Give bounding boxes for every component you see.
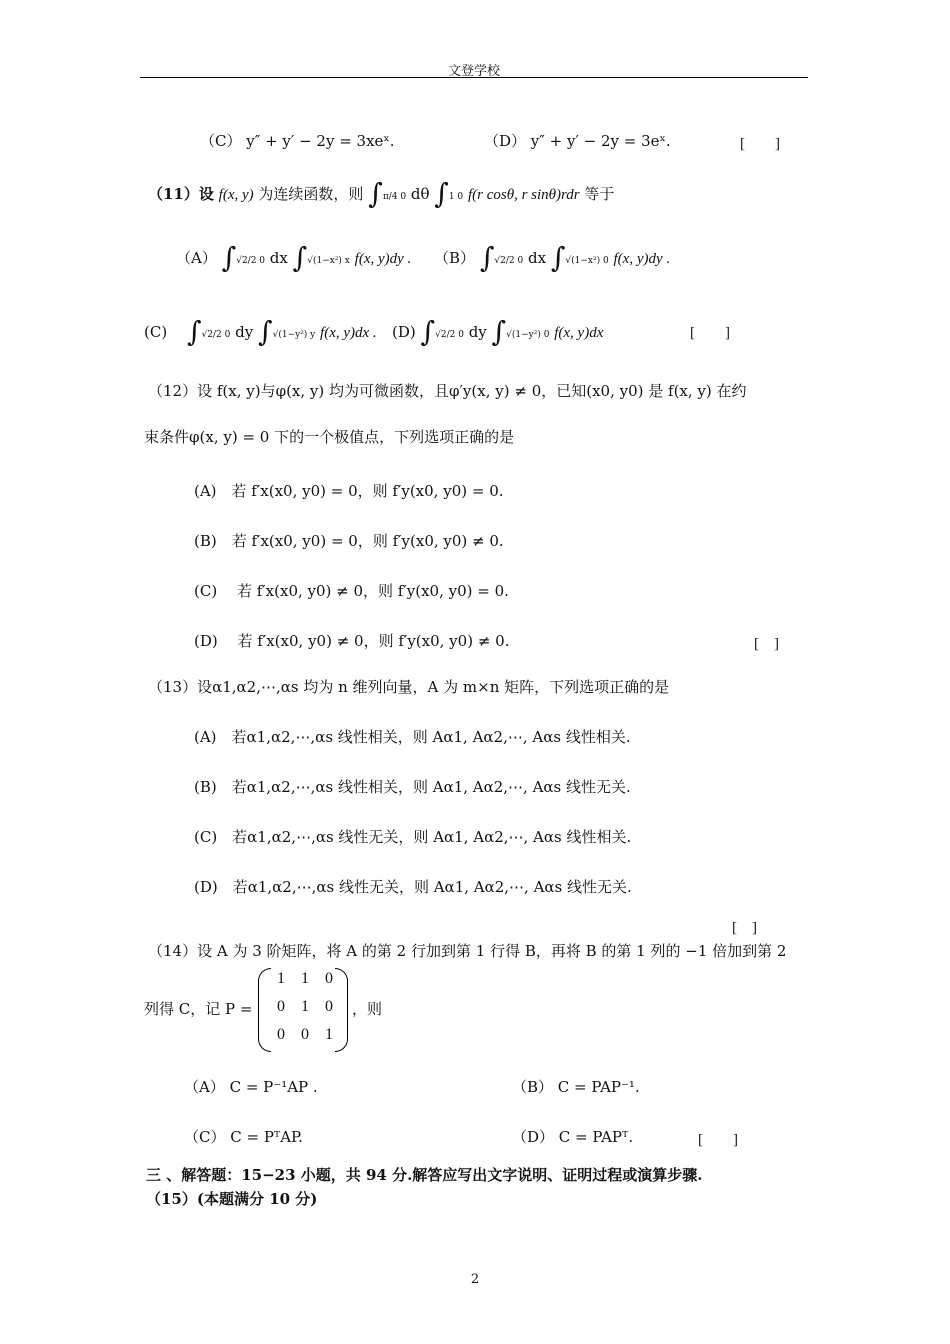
q14-option-a: （A） C = P⁻¹AP . <box>184 1078 318 1096</box>
matrix-cell: 0 <box>277 1026 285 1043</box>
q13-option-c: (C) 若α1,α2,⋯,αs 线性无关，则 Aα1, Aα2,⋯, Aαs 线性相关. <box>194 828 632 846</box>
q10-answer-bracket: [ ] <box>740 136 780 152</box>
q11-integrand: f(r cosθ, r sinθ)rdr <box>467 187 580 203</box>
q10-option-c: （C） y″ + y′ − 2y = 3xeˣ. <box>200 132 395 150</box>
q12-option-a: (A) 若 f′x(x0, y0) = 0，则 f′y(x0, y0) = 0. <box>194 482 504 500</box>
q14-stem-line1: （14）设 A 为 3 阶矩阵，将 A 的第 2 行加到第 1 行得 B，再将 B 的第 1 列的 −1 倍加到第 2 <box>148 942 787 960</box>
q12-answer-bracket: [ ] <box>754 636 779 652</box>
q13-option-a: (A) 若α1,α2,⋯,αs 线性相关，则 Aα1, Aα2,⋯, Aαs 线性相关. <box>194 728 631 746</box>
q11-option-d: (D) ∫√2/2 0 dy ∫√(1−y²) 0 f(x, y)dx <box>392 315 604 348</box>
q15-heading: （15）(本题满分 10 分) <box>146 1190 318 1208</box>
q11-stem-suffix: 等于 <box>584 185 615 203</box>
q10-option-d: （D） y″ + y′ − 2y = 3eˣ. <box>484 132 671 150</box>
matrix-p <box>258 968 348 1050</box>
q12-option-d: (D) 若 f′x(x0, y0) ≠ 0，则 f′y(x0, y0) ≠ 0. <box>194 632 510 650</box>
matrix-cell: 0 <box>301 1026 309 1043</box>
q11-option-a: （A） ∫√2/2 0 dx ∫√(1−x²) x f(x, y)dy . <box>176 241 412 274</box>
matrix-cell: 1 <box>277 970 285 987</box>
q11-option-b: （B） ∫√2/2 0 dx ∫√(1−x²) 0 f(x, y)dy . <box>434 241 671 274</box>
matrix-cell: 1 <box>301 998 309 1015</box>
q13-option-b: (B) 若α1,α2,⋯,αs 线性相关，则 Aα1, Aα2,⋯, Aαs 线性无关. <box>194 778 631 796</box>
section-three-heading: 三 、解答题：15−23 小题，共 94 分.解答应写出文字说明、证明过程或演算步骤. <box>146 1166 703 1184</box>
q12-option-b: (B) 若 f′x(x0, y0) = 0，则 f′y(x0, y0) ≠ 0. <box>194 532 504 550</box>
q14-option-c: （C） C = PᵀAP. <box>184 1128 303 1146</box>
q14-option-d: （D） C = PAPᵀ. <box>512 1128 634 1146</box>
q11-option-c: (C) ∫√2/2 0 dy ∫√(1−y²) y f(x, y)dx . <box>144 315 377 348</box>
q11-stem-prefix: （11）设 <box>148 185 214 203</box>
q14-stem-line2-suffix: ，则 <box>352 1000 383 1018</box>
page-header: 文登学校 <box>447 64 500 79</box>
matrix-cell: 1 <box>301 970 309 987</box>
matrix-cell: 1 <box>325 1026 333 1043</box>
q14-answer-bracket: [ ] <box>698 1132 738 1148</box>
q11-stem: （11）设 f(x, y) 为连续函数，则 ∫π/4 0 dθ ∫1 0 f(r cosθ, r sinθ)rdr 等于 <box>148 177 615 210</box>
q14-stem-line2-prefix: 列得 C，记 P = <box>144 1000 253 1018</box>
q12-stem-line1: （12）设 f(x, y)与φ(x, y) 均为可微函数，且φ′y(x, y) ≠ 0，已知(x0, y0) 是 f(x, y) 在约 <box>148 382 747 400</box>
matrix-cell: 0 <box>325 970 333 987</box>
q13-option-d: (D) 若α1,α2,⋯,αs 线性无关，则 Aα1, Aα2,⋯, Aαs 线性无关. <box>194 878 632 896</box>
matrix-cell: 0 <box>325 998 333 1015</box>
page-number: 2 <box>470 1272 480 1287</box>
q12-stem-line2: 束条件φ(x, y) = 0 下的一个极值点，下列选项正确的是 <box>144 428 515 446</box>
q13-answer-bracket: [ ] <box>732 920 757 936</box>
q13-stem: （13）设α1,α2,⋯,αs 均为 n 维列向量，A 为 m×n 矩阵，下列选项正确的是 <box>148 678 670 696</box>
q11-answer-bracket: [ ] <box>690 325 730 341</box>
q11-stem-mid: 为连续函数，则 <box>258 185 364 203</box>
matrix-cell: 0 <box>277 998 285 1015</box>
q14-option-b: （B） C = PAP⁻¹. <box>512 1078 640 1096</box>
q12-option-c: (C) 若 f′x(x0, y0) ≠ 0，则 f′y(x0, y0) = 0. <box>194 582 509 600</box>
header-rule <box>140 77 808 78</box>
q11-func: f(x, y) <box>218 187 254 203</box>
